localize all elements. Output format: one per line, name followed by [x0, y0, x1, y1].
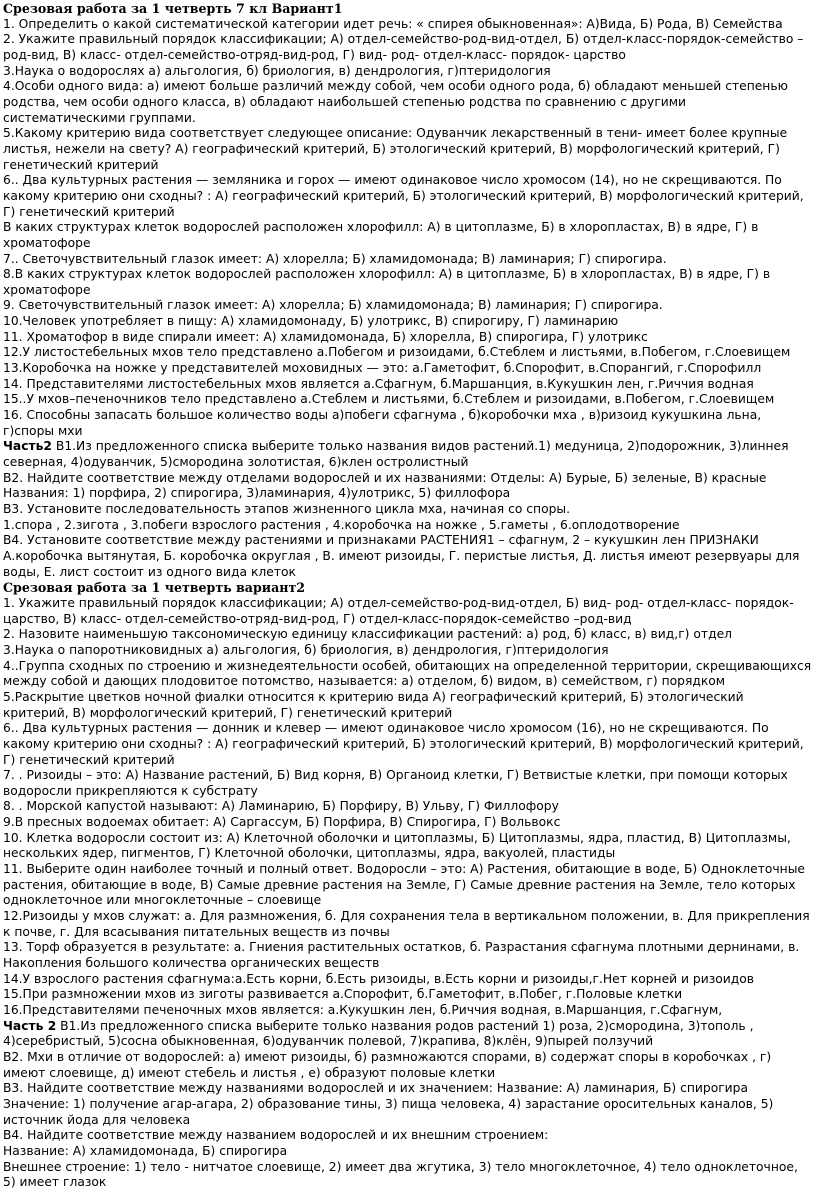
- v1-question-13: 13.Коробочка на ножке у представителей моховидных — это: а.Гаметофит, б.Спорофит, в.Спорангий, г.Спорофилл: [3, 361, 762, 376]
- v2-question-5: 5.Раскрытие цветков ночной фиалки относится к критерию вида А) географический критерий, Б) этологический критерий, В) морфологический критерий, Г) генетический критерий: [3, 689, 744, 720]
- v1-question-9: 9. Светочувствительный глазок имеет: А) хлорелла; Б) хламидомонада; В) ламинария; Г) спирогира.: [3, 298, 663, 313]
- v2-question-14: 14.У взрослого растения сфагнума:а.Есть корни, б.Есть ризоиды, в.Есть корни и ризоиды,г.Нет корней и ризоидов: [3, 971, 755, 986]
- v2-question-1: 1. Укажите правильный порядок классификации; А) отдел-семейство-род-вид-отдел, Б) вид- род- отдел-класс- порядок- царство, В) класс- отдел-семейство-отряд-вид-род, Г) отдел-класс-порядок-семейство –род-вид: [3, 595, 794, 626]
- v1-question-1: 1. Определить о какой систематической категории идет речь: « спирея обыкновенная»: А)Вида, Б) Рода, В) Семейства: [3, 16, 783, 31]
- v1-part2-b3-steps: 1.спора , 2.зигота , 3.побеги взрослого растения , 4.коробочка на ножке , 5.гаметы , 6.оплодотворение: [3, 517, 680, 532]
- v1-question-14: 14. Представителями листостебельных мхов является а.Сфагнум, б.Маршанция, в.Кукушкин лен, г.Риччия водная: [3, 376, 754, 391]
- v2-part2-label: Часть 2: [3, 1018, 57, 1033]
- v1-question-15: 15..У мхов–печеночников тело представлено а.Стеблем и листьями, б.Стеблем и ризоидами, в.Побегом, г.Слоевищем: [3, 392, 775, 407]
- v1-question-extra: В каких структурах клеток водорослей расположен хлорофилл: А) в цитоплазме, Б) в хлоропластах, В) в ядре, Г) в хроматофоре: [3, 220, 759, 250]
- v2-b1-text: В1.Из предложенного списка выберите только названия родов растений 1) роза, 2)смородина, 3)тополь , 4)серебристый, 5)сосна обыкновенная, 6)одуванчик полевой, 7)крапива, 8)клён, 9)пырей ползучий: [3, 1018, 754, 1049]
- v1-part2-label: Часть2: [3, 439, 52, 454]
- v1-question-16: 16. Способны запасать большое количество воды а)побеги сфагнума , б)коробочки мха , в)ризоид кукушкина льна, г)споры мхи: [3, 408, 762, 438]
- v1-question-3: 3.Наука о водорослях а) альгология, б) бриология, в) дендрология, г)птеридология: [3, 63, 551, 78]
- v1-question-6: 6.. Два культурных растения — земляника и горох — имеют одинаковое число хромосом (14), но не скрещиваются. По какому критерию они сходны? : А) географический критерий, Б) этологический критерий, В) морфологический критерий, Г) генетический критерий: [3, 173, 804, 219]
- v2-question-16: 16.Представителями печеночных мхов является: а.Кукушкин лен, б.Риччия водная, в.Маршанция, г.Сфагнум,: [3, 1003, 723, 1017]
- v1-question-7: 7.. Светочувствительный глазок имеет: А) хлорелла; Б) хламидомонада; В) ламинария; Г) спирогира.: [3, 251, 667, 266]
- v1-question-2: 2. Укажите правильный порядок классификации; А) отдел-семейство-род-вид-отдел, Б) отдел-класс-порядок-семейство –род-вид, В) класс- отдел-семейство-отряд-вид-род, Г) вид- род- отдел-класс- порядок- царство: [3, 32, 804, 62]
- v2-question-2: 2. Назовите наименьшую таксономическую единицу классификации растений: а) род, б) класс, в) вид,г) отдел: [3, 627, 732, 642]
- v2-question-10: 10. Клетка водоросли состоит из: А) Клеточной оболочки и цитоплазмы, Б) Цитоплазмы, ядра, пластид, В) Цитоплазмы, нескольких ядер, пигментов, Г) Клеточной оболочки, цитоплазмы, ядра, вакуолей, пластиды: [3, 830, 791, 861]
- v1-part2-b1: [3, 439, 812, 470]
- v2-part2-b3: В3. Найдите соответствие между названиями водорослей и их значением: Название: А) ламинария, Б) спирогира: [3, 1081, 749, 1096]
- v1-part2-b2-names: Названия: 1) порфира, 2) спирогира, 3)ламинария, 4)улотрикс, 5) филлофора: [3, 486, 511, 501]
- v1-question-12: 12.У листостебельных мхов тело представлено а.Побегом и ризоидами, б.Стеблем и листьями, в.Побегом, г.Слоевищем: [3, 345, 791, 360]
- v2-question-9: 9.В пресных водоемах обитает: А) Саргассум, Б) Порфира, В) Спирогира, Г) Вольвокс: [3, 815, 561, 830]
- v1-question-5: 5.Какому критерию вида соответствует следующее описание: Одуванчик лекарственный в тени- имеет более крупные листья, нежели на свету? А) географический критерий, Б) этологический критерий, В) морфологический критерий, Г) генетический критерий: [3, 126, 788, 172]
- v1-question-8: 8.В каких структурах клеток водорослей расположен хлорофилл: А) в цитоплазме, Б) в хлоропластах, В) в ядре, Г) в хроматофоре: [3, 267, 771, 297]
- v2-part2-b4: В4. Найдите соответствие между названием водорослей и их внешним строением:: [3, 1128, 549, 1143]
- v2-part2-b4-structure: Внешнее строение: 1) тело - нитчатое слоевище, 2) имеет два жгутика, 3) тело многоклеточное, 4) тело одноклеточное, 5) имеет глазок: [3, 1159, 798, 1190]
- v2-part2-b4-names: Название: А) хламидомонада, Б) спирогира: [3, 1143, 288, 1158]
- v2-question-4: 4..Группа сходных по строению и жизнедеятельности особей, обитающих на определенной территории, скрещивающихся между собой и дающих плодовитое потомство, называется: а) отделом, б) видом, в) семейством, г) порядком: [3, 658, 812, 689]
- v2-question-12: 12.Ризоиды у мхов служат: а. Для размножения, б. Для сохранения тела в вертикальном положении, в. Для прикрепления к почве, г. Для всасывания питательных веществ из почвы: [3, 909, 810, 939]
- variant1-heading: Срезовая работа за 1 четверть 7 кл Вариант1: [3, 1, 343, 16]
- v1-part2-b3: В3. Установите последовательность этапов жизненного цикла мха, начиная со споры.: [3, 502, 571, 516]
- v2-question-7: 7. . Ризоиды – это: А) Название растений, Б) Вид корня, В) Органоид клетки, Г) Ветвистые клетки, при помощи которых водоросли прикрепляются к субстрату: [3, 768, 788, 798]
- v2-question-6: 6.. Два культурных растения — донник и клевер — имеют одинаковое число хромосом (16), но не скрещиваются. По какому критерию они сходны? : А) географический критерий, Б) этологический критерий, В) морфологический критерий, Г) генетический критерий: [3, 721, 804, 767]
- v1-question-10: 10.Человек употребляет в пищу: А) хламидомонаду, Б) улотрикс, В) спирогиру, Г) ламинарию: [3, 314, 619, 329]
- v2-part2-b3-values: Значение: 1) получение агар-агара, 2) образование тины, 3) пища человека, 4) зарастание оросительных каналов, 5) источник йода для человека: [3, 1096, 774, 1127]
- v2-part2-b1: [3, 1019, 812, 1050]
- variant2-heading: Срезовая работа за 1 четверть вариант2: [3, 580, 306, 596]
- v2-question-3: 3.Наука о папоротниковидных а) альгология, б) бриология, в) дендрология, г)птеридология: [3, 642, 609, 657]
- v1-part2-b4: В4. Установите соответствие между растениями и признаками РАСТЕНИЯ1 – сфагнум, 2 – кукушкин лен ПРИЗНАКИ А.коробочка вытянутая, Б. коробочка округлая , В. имеют ризоиды, Г. перистые листья, Д. листья имеют резервуары для воды, Е. лист состоит из одного вида клеток: [3, 533, 800, 579]
- v2-question-11: 11. Выберите один наиболее точный и полный ответ. Водоросли – это: А) Растения, обитающие в воде, Б) Одноклеточные растения, обитающие в воде, В) Самые древние растения на Земле, Г) Самые древние растения на Земле, тело которых одноклеточное или многоклеточные – слоевище: [3, 862, 805, 908]
- v1-b1-text: В1.Из предложенного списка выберите только названия видов растений.1) медуница, 2)подорожник, 3)линнея северная, 4)одуванчик, 5)смородина золотистая, 6)клен остролистный: [3, 439, 789, 470]
- v2-question-13: 13. Торф образуется в результате: а. Гниения растительных остатков, б. Разрастания сфагнума плотными дернинами, в. Накопления большого количества органических веществ: [3, 940, 800, 971]
- v1-question-4: 4.Особи одного вида: а) имеют больше различий между собой, чем особи одного рода, б) обладают меньшей степенью родства, чем особи одного класса, в) обладают наибольшей степенью родства по сравнению с другими систематическими группами.: [3, 79, 788, 125]
- v2-part2-b2: В2. Мхи в отличие от водорослей: а) имеют ризоиды, б) размножаются спорами, в) содержат споры в коробочках , г) имеют слоевище, д) имеют стебель и листья , е) образуют половые клетки: [3, 1049, 772, 1080]
- v2-question-8: 8. . Морской капустой называют: А) Ламинарию, Б) Порфиру, В) Ульву, Г) Филлофору: [3, 799, 559, 814]
- v1-question-11: 11. Хроматофор в виде спирали имеет: А) хламидомонада, Б) хлорелла, В) спирогира, Г) улотрикс: [3, 329, 648, 344]
- v1-part2-b2: В2. Найдите соответствие между отделами водорослей и их названиями: Отделы: А) Бурые, Б) зеленые, В) красные: [3, 470, 767, 485]
- v2-question-15: 15.При размножении мхов из зиготы развивается а.Спорофит, б.Гаметофит, в.Побег, г.Половые клетки: [3, 987, 683, 1002]
